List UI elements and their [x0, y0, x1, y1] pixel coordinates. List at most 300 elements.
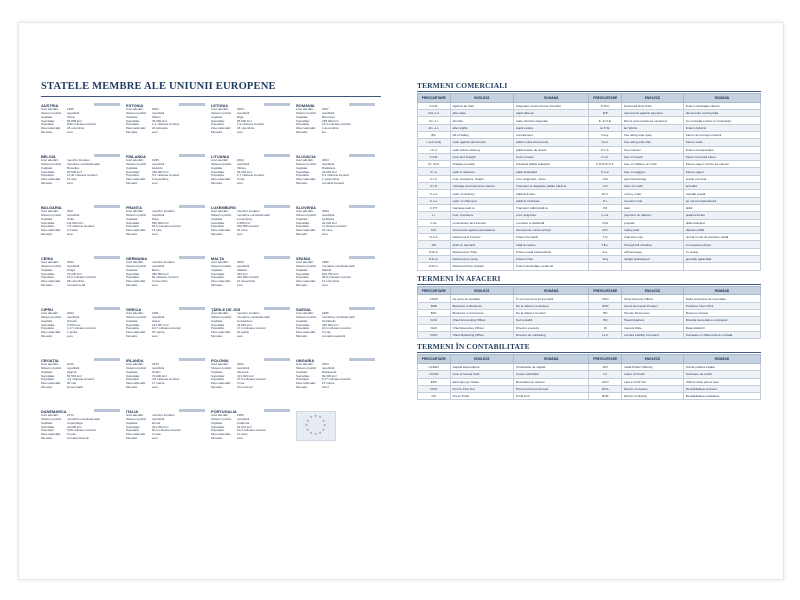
column-header: ROMÂNĂ	[514, 286, 589, 295]
fact-label: Capitala:	[211, 421, 223, 425]
table-row	[418, 197, 761, 204]
table-cell: Șeful serviciului de securitate	[683, 295, 760, 302]
fact-value: 1981	[152, 312, 159, 315]
fact-value: 66,9 milioane locuitori	[152, 225, 182, 229]
table-cell: O.r.	[589, 197, 622, 204]
fact-value: 1986	[322, 261, 329, 264]
fact-label: Capitala:	[126, 421, 138, 425]
left-page	[41, 81, 381, 460]
fact-value: 20.226 km²	[322, 221, 338, 225]
country-name: FINLANDA	[126, 154, 146, 159]
fact-value: Dublin	[152, 370, 161, 374]
country-name: GRECIA	[126, 307, 142, 312]
fact-value: 83.858 km²	[67, 119, 83, 123]
table-row	[418, 234, 761, 241]
fact-label: Capitala:	[296, 370, 308, 374]
fact-value: 9,77 milioane locuitori	[322, 378, 352, 382]
fact-label: Moneda:	[126, 335, 138, 339]
fact-value: Vilnius	[237, 166, 246, 170]
fact-label: Capitala:	[126, 217, 138, 221]
table-cell: replay paid	[622, 226, 684, 233]
fact-value: 131.957 km²	[152, 323, 169, 327]
flag-icon	[349, 205, 375, 208]
fact-label: Ziua națională:	[211, 331, 231, 335]
flag-icon	[179, 307, 205, 310]
fact-value: 65.000 km²	[237, 170, 253, 174]
fact-label: Sistemul politic:	[126, 162, 147, 166]
fact-label: Ziua națională:	[211, 178, 231, 182]
table-row	[418, 146, 761, 153]
fact-value: 70.000 km²	[152, 374, 168, 378]
fact-value: 2004	[322, 159, 329, 162]
fact-value: leu	[322, 131, 327, 135]
fact-label: Ziua națională:	[296, 331, 316, 335]
fact-label: Suprafața:	[41, 425, 55, 429]
fact-value: 2004	[237, 261, 244, 264]
column-header: ENGLEZĂ	[622, 94, 684, 103]
table-cell: Cost of Goods Sold	[450, 371, 513, 378]
fact-label: Ziua națională:	[126, 178, 146, 182]
fact-value: 1,9 milioane locuitori	[237, 123, 265, 127]
table-cell: D/A	[418, 226, 451, 233]
fact-label: Moneda:	[126, 437, 138, 441]
fact-value: 10,7 milioane locuitori	[152, 327, 182, 331]
fact-value: 1995	[152, 159, 159, 162]
table-cell: free along side quay	[622, 131, 684, 138]
flag-icon	[264, 358, 290, 361]
star-icon: ★	[321, 418, 326, 423]
country-card	[41, 358, 126, 409]
fact-label: Anul aderării:	[126, 363, 144, 366]
star-icon: ★	[306, 418, 310, 423]
country-card	[211, 205, 296, 256]
table-cell: Earnings per Share	[450, 378, 513, 385]
fact-label: Sistemul politic:	[126, 213, 147, 217]
fact-label: Suprafața:	[126, 221, 140, 225]
flag-icon	[264, 205, 290, 208]
fact-label: Anul aderării:	[296, 210, 314, 213]
table-cell: D.A.F.	[418, 234, 451, 241]
fact-label: Capitala:	[41, 421, 53, 425]
table-cell: F.o.b.	[589, 153, 622, 160]
table-cell: pe riscul proprietarului	[683, 197, 760, 204]
table-cell: Delivered Duty Unpaid	[450, 263, 513, 270]
fact-label: Suprafața:	[211, 170, 225, 174]
eu-flag-cell	[296, 409, 381, 460]
fact-value: 11,46 milioane locuitori	[67, 174, 98, 178]
country-card	[126, 256, 211, 307]
fact-value: coroană suedeză	[322, 335, 346, 339]
fact-value: 56.594 km²	[67, 374, 83, 378]
country-card	[41, 154, 126, 205]
fact-value: 3 martie	[67, 229, 78, 233]
fact-value: 1995	[67, 108, 74, 111]
fact-value: republică	[67, 264, 80, 268]
glossary-table	[417, 354, 761, 400]
fact-label: Moneda:	[296, 131, 308, 135]
fact-value: 24 februarie	[152, 127, 169, 131]
table-cell: general average	[622, 175, 684, 182]
fact-value: republică	[237, 111, 250, 115]
fact-value: Zagreb	[67, 370, 77, 374]
fact-value: euro	[152, 131, 159, 135]
fact-label: Ziua națională:	[126, 382, 146, 386]
fact-value: euro	[152, 182, 159, 186]
table-cell: comision și dobândă	[514, 219, 589, 226]
column-header: PRESCURTARE	[418, 94, 451, 103]
country-card	[211, 409, 296, 460]
fact-value: 5,5 milioane locuitori	[152, 174, 180, 178]
fact-label: Moneda:	[211, 131, 223, 135]
country-fact	[41, 284, 124, 288]
column-header: ENGLEZĂ	[450, 355, 513, 364]
country-card	[126, 103, 211, 154]
table-row	[418, 175, 761, 182]
fact-label: Ziua națională:	[126, 433, 146, 437]
fact-value: 2004	[237, 363, 244, 366]
table-cell: Ultimul intrat primul ieșit	[683, 378, 760, 385]
fact-label: Moneda:	[41, 182, 53, 186]
fact-label: Populația:	[126, 429, 140, 433]
table-cell: free on waggon	[622, 168, 684, 175]
table-cell: after date	[450, 110, 513, 117]
table-row	[418, 212, 761, 219]
fact-value: Lisabona	[237, 421, 250, 425]
table-cell: Errors and omissions excepted	[622, 117, 684, 124]
table-cell: Delivered Duty Paid	[622, 102, 684, 109]
fact-value: Riga	[237, 115, 244, 119]
fact-label: Anul aderării:	[296, 159, 314, 162]
table-cell: Direcția Generală a companiei	[683, 317, 760, 324]
table-cell: Ppd	[589, 219, 622, 226]
fact-value: 23 iunie	[237, 229, 248, 233]
fact-value: 10,1 milioane locuitori	[322, 327, 352, 331]
country-fact	[126, 284, 209, 288]
table-row	[418, 302, 761, 309]
fact-value: 238.392 km²	[322, 119, 339, 123]
table-row	[418, 324, 761, 331]
fact-value: 30 mai	[67, 382, 77, 386]
table-cell: COGS	[418, 371, 451, 378]
fact-value: membru fondator	[152, 414, 175, 417]
table-cell: documents against payment	[622, 110, 684, 117]
table-cell: De la afacere la afacere	[514, 302, 589, 309]
table-cell: Costul vânzărilor	[514, 371, 589, 378]
fact-value: 41.864 km²	[237, 323, 253, 327]
table-cell: documente contra plată	[683, 110, 760, 117]
table-cell: G/A	[589, 175, 622, 182]
fact-label: Moneda:	[41, 284, 53, 288]
table-cell: LC	[589, 371, 622, 378]
fact-label: Anul aderării:	[211, 312, 229, 315]
column-header: PRESCURTARE	[418, 355, 451, 364]
flag-icon	[349, 154, 375, 157]
fact-label: Anul aderării:	[296, 108, 314, 111]
table-cell: A/s, a.s.	[418, 124, 451, 131]
table-cell: plată la livrare	[683, 212, 760, 219]
table-cell: all risks	[450, 117, 513, 124]
fact-value: 3 octombrie	[152, 280, 168, 284]
table-cell: Delivered ex Ship	[450, 248, 513, 255]
fact-label: Anul aderării:	[41, 312, 59, 315]
country-card	[41, 307, 126, 358]
country-card	[211, 358, 296, 409]
fact-label: Populația:	[296, 174, 310, 178]
table-cell: Chief Accounting Officer	[450, 317, 513, 324]
country-card	[211, 103, 296, 154]
fact-value: 46,8 milioane locuitori	[322, 276, 352, 280]
table-cell: CAPEX	[418, 364, 451, 371]
country-name: MALTA	[211, 256, 225, 261]
fact-value: 6 iulie	[237, 178, 245, 182]
table-cell: B/L	[418, 131, 451, 138]
table-row	[418, 295, 761, 302]
table-cell: CMO	[418, 331, 451, 338]
table-cell: Capital Expenditure	[450, 364, 513, 371]
table-cell: Last In First Out	[622, 378, 684, 385]
column-header: ROMÂNĂ	[514, 94, 589, 103]
table-cell: Initial Public Offering	[622, 364, 684, 371]
fact-value: Budapesta	[322, 370, 337, 374]
page-title: STATELE MEMBRE ALE UNIUNII EUROPENE	[41, 81, 276, 92]
table-cell: după vedere	[514, 124, 589, 131]
country-name: UNGARIA	[296, 358, 315, 363]
fact-value: euro	[67, 335, 74, 339]
table-cell: Director de marketing	[514, 331, 589, 338]
fact-value: monarhie constituțională	[322, 264, 355, 268]
table-cell: Cost and Freight	[450, 153, 513, 160]
table-cell: răspuns plătit	[683, 226, 760, 233]
fact-label: Capitala:	[41, 370, 53, 374]
fact-value: 2 iunie	[152, 433, 161, 437]
table-cell: Franco fabrică	[683, 124, 760, 131]
table-cell: C.I.F.	[418, 175, 451, 182]
country-card	[41, 256, 126, 307]
fact-label: Capitala:	[211, 319, 223, 323]
table-cell: free along side ship	[622, 139, 684, 146]
fact-value: 602.005 locuitori	[237, 225, 260, 229]
fact-label: Populația:	[126, 225, 140, 229]
fact-label: Capitala:	[296, 268, 308, 272]
table-cell: plată înainte de livrare	[514, 146, 589, 153]
country-fact	[41, 437, 124, 441]
table-cell: cash in advance	[450, 168, 513, 175]
country-name: PORTUGALIA	[211, 409, 237, 414]
table-cell: ROA	[589, 385, 622, 392]
fact-value: republică	[322, 111, 335, 115]
fact-label: Populația:	[296, 276, 310, 280]
table-cell: Limited Liability Company	[622, 331, 684, 338]
fact-label: Sistemul politic:	[41, 162, 62, 166]
table-cell: conosament	[514, 131, 589, 138]
table-cell: Profit brut	[514, 393, 589, 400]
fact-label: Suprafața:	[211, 272, 225, 276]
fact-label: Sistemul politic:	[296, 213, 317, 217]
column-header: ROMÂNĂ	[683, 94, 760, 103]
fact-value: 2 milioane locuitori	[322, 225, 347, 229]
fact-label: Populația:	[126, 174, 140, 178]
table-row	[418, 364, 761, 371]
table-cell: F.a.s.	[589, 139, 622, 146]
fact-value: republică	[237, 417, 250, 421]
table-cell: toate riscurile asigurate	[514, 117, 589, 124]
fact-label: Ziua națională:	[41, 382, 61, 386]
fact-label: Suprafața:	[126, 425, 140, 429]
country-card	[41, 103, 126, 154]
country-fact	[126, 386, 209, 390]
fact-label: Moneda:	[41, 437, 53, 441]
country-card	[126, 358, 211, 409]
country-fact	[211, 386, 294, 390]
fact-label: Capitala:	[126, 268, 138, 272]
fact-label: Anul aderării:	[211, 261, 229, 264]
table-row	[418, 110, 761, 117]
table-cell: Business to Business	[450, 302, 513, 309]
fact-label: Populația:	[126, 276, 140, 280]
table-row	[418, 139, 761, 146]
star-icon: ★	[309, 430, 313, 435]
fact-value: 2004	[322, 363, 329, 366]
star-icon: ★	[309, 415, 313, 420]
fact-value: 450.000 km²	[322, 323, 339, 327]
country-name: DANEMARCA	[41, 409, 67, 414]
table-cell: F.a.q.	[589, 131, 622, 138]
table-cell: Rezultatul pe acțiune	[514, 378, 589, 385]
fact-label: Capitala:	[41, 319, 53, 323]
fact-label: Populația:	[41, 123, 55, 127]
fact-label: Capitala:	[211, 370, 223, 374]
fact-value: republică	[152, 366, 165, 370]
fact-label: Populația:	[211, 225, 225, 229]
fact-value: 25 martie	[152, 331, 165, 335]
table-cell: ASAP	[418, 295, 451, 302]
fact-value: 2004	[322, 210, 329, 213]
fact-label: Moneda:	[296, 182, 308, 186]
flag-icon	[94, 409, 120, 412]
country-fact	[41, 182, 124, 186]
country-card	[126, 205, 211, 256]
fact-value: 2004	[67, 261, 74, 264]
table-cell: Business to Consumer	[450, 310, 513, 317]
fact-value: 7,5 milioane locuitori	[67, 225, 95, 229]
table-cell: D.D.U.	[418, 263, 451, 270]
fact-label: Ziua națională:	[126, 280, 146, 284]
fact-label: Capitala:	[126, 115, 138, 119]
fact-label: Moneda:	[126, 131, 138, 135]
table-cell: Șef contabil	[514, 317, 589, 324]
fact-label: Capitala:	[41, 115, 53, 119]
country-card	[126, 307, 211, 358]
fact-label: Suprafața:	[126, 170, 140, 174]
table-cell: As soon as possible	[450, 295, 513, 302]
fact-label: Ziua națională:	[211, 280, 231, 284]
table-cell: mandat poștal	[683, 190, 760, 197]
table-cell: d/d	[418, 241, 451, 248]
table-row	[418, 393, 761, 400]
fact-value: 26 octombrie	[67, 127, 85, 131]
fact-value: 10,3 milioane locuitori	[237, 429, 267, 433]
country-fact	[296, 131, 379, 135]
table-cell: D.E.Q.	[418, 256, 451, 263]
flag-icon	[94, 205, 120, 208]
country-name: CIPRU	[41, 307, 54, 312]
fact-label: Moneda:	[41, 131, 53, 135]
fact-label: Ziua națională:	[41, 229, 61, 233]
fact-value: 5 iunie	[67, 433, 76, 437]
fact-label: Suprafața:	[126, 323, 140, 327]
fact-value: Sofia	[67, 217, 74, 221]
table-row	[418, 385, 761, 392]
fact-label: Moneda:	[296, 335, 308, 339]
fact-label: Anul aderării:	[126, 159, 144, 162]
table-cell: Cheltuielile de capital	[514, 364, 589, 371]
fact-label: Anul aderării:	[41, 108, 59, 111]
fact-label: Ziua națională:	[211, 229, 231, 233]
fact-label: Sistemul politic:	[211, 162, 232, 166]
country-fact	[211, 182, 294, 186]
table-cell: greutate garantată	[683, 256, 760, 263]
fact-value: 504.782 km²	[322, 272, 339, 276]
fact-label: Capitala:	[211, 268, 223, 272]
fact-label: Populația:	[211, 429, 225, 433]
fact-value: 12 octombrie	[322, 280, 340, 284]
fact-value: republică	[152, 111, 165, 115]
fact-value: 2.586 km²	[237, 221, 251, 225]
fact-value: euro	[152, 386, 159, 390]
table-cell: p.o.d.	[589, 212, 622, 219]
country-fact	[296, 284, 379, 288]
table-cell: F.o.w.	[589, 168, 622, 175]
table-row	[418, 117, 761, 124]
country-fact	[211, 233, 294, 237]
fact-value: 15 martie	[322, 382, 335, 386]
table-cell: weight guaranteed	[622, 256, 684, 263]
fact-value: 30.528 km²	[67, 170, 83, 174]
table-cell: paid	[622, 204, 684, 211]
fact-label: Suprafața:	[211, 119, 225, 123]
table-cell: Letter of Credit	[622, 371, 684, 378]
table-cell: Cu excepția erorilor și omisiunilor	[683, 117, 760, 124]
table-cell: c.a.d.(cod)	[418, 139, 451, 146]
country-fact	[41, 131, 124, 135]
table-cell: W.g	[589, 256, 622, 263]
fact-value: republică	[322, 162, 335, 166]
country-name: CROAȚIA	[41, 358, 59, 363]
table-cell: Head Quarters	[622, 317, 684, 324]
country-fact	[41, 335, 124, 339]
fact-label: Sistemul politic:	[296, 264, 317, 268]
fact-label: Moneda:	[41, 386, 53, 390]
table-cell: Rentabilitatea activelor	[683, 385, 760, 392]
table-cell: cost, asigurare	[514, 212, 589, 219]
country-card	[296, 154, 381, 205]
table-cell: Franco destinație vămuit	[683, 102, 760, 109]
fact-label: Anul aderării:	[296, 363, 314, 366]
fact-value: republică	[67, 366, 80, 370]
fact-label: Anul aderării:	[296, 261, 314, 264]
country-fact	[126, 182, 209, 186]
table-cell: A.A.R.	[418, 102, 451, 109]
table-cell: payment on delivery	[622, 212, 684, 219]
fact-label: Suprafața:	[41, 272, 55, 276]
fact-label: Ziua națională:	[41, 331, 61, 335]
table-cell: with average	[622, 248, 684, 255]
fact-label: Moneda:	[126, 233, 138, 237]
flag-icon	[94, 103, 120, 106]
country-name: CEHIA	[41, 256, 54, 261]
table-row	[418, 371, 761, 378]
fact-label: Suprafața:	[296, 374, 310, 378]
